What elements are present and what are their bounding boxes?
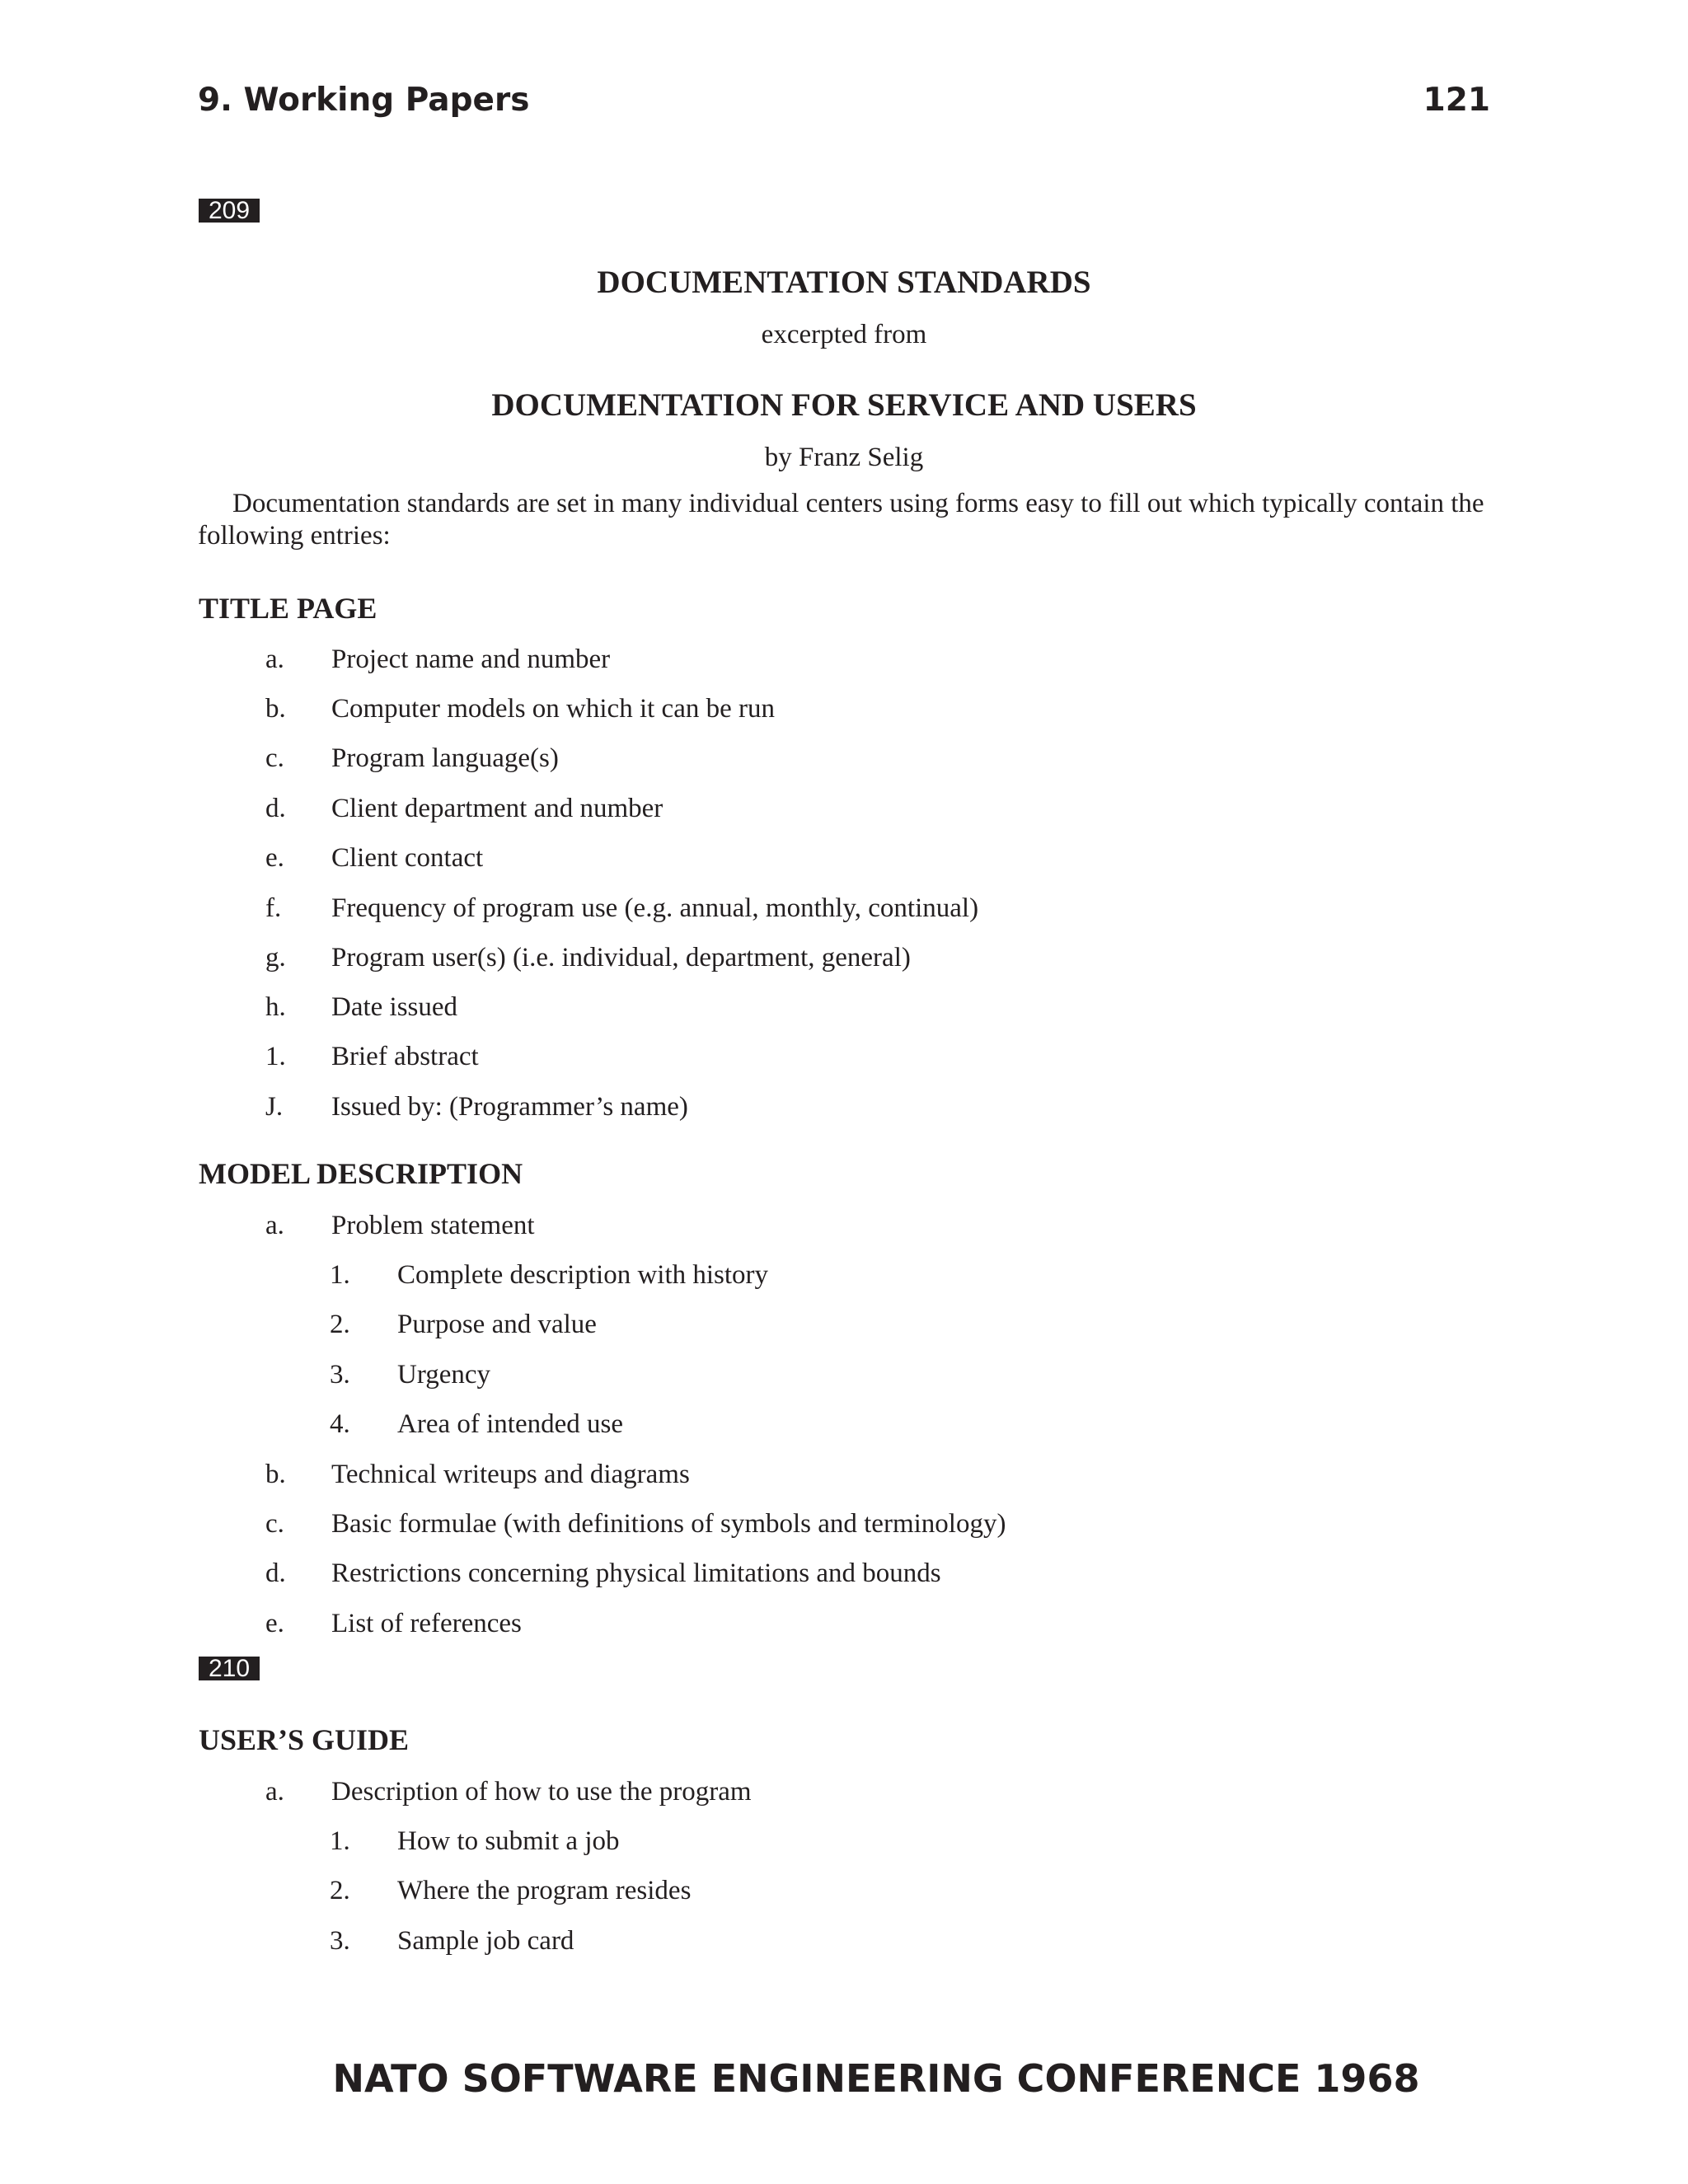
list-item-label: b. [265, 1460, 286, 1489]
page-marker-badge: 209 [199, 199, 260, 223]
list-item-label: J. [265, 1092, 284, 1122]
excerpted-from-line: excerpted from [761, 320, 927, 349]
list-item-text: Program language(s) [331, 743, 559, 773]
page-marker-badge: 210 [199, 1657, 260, 1680]
list-item-text: Client department and number [331, 794, 663, 823]
sub-list-item [330, 1406, 1484, 1442]
list-item-label: a. [265, 1211, 284, 1240]
list-item [265, 1605, 1485, 1642]
list-item-label: a. [265, 1777, 284, 1807]
sub-list-item [330, 1257, 1484, 1293]
list-item [265, 1506, 1485, 1542]
author-line: by Franz Selig [764, 443, 924, 472]
list-item-text: Frequency of program use (e.g. annual, monthly, continual) [331, 893, 979, 923]
list-item [265, 890, 1485, 926]
sub-list-item-text: Sample job card [397, 1926, 574, 1956]
list-item-text: Basic formulae (with definitions of symbols and terminology) [331, 1509, 1006, 1539]
source-title: DOCUMENTATION FOR SERVICE AND USERS [491, 387, 1197, 423]
list-item-text: Restrictions concerning physical limitations and bounds [331, 1558, 941, 1588]
list-item [265, 940, 1485, 976]
list-item-text: Description of how to use the program [331, 1777, 752, 1807]
list-item-label: f. [265, 893, 282, 923]
list-item-text: Program user(s) (i.e. individual, department, general) [331, 943, 911, 972]
list-item-label: c. [265, 743, 284, 773]
sub-list-item [330, 1357, 1484, 1393]
sub-list-item [330, 1306, 1484, 1343]
sub-list-item-text: Area of intended use [397, 1409, 623, 1439]
section-heading-users-guide: USER’S GUIDE [199, 1723, 410, 1756]
list-item-text: Problem statement [331, 1211, 535, 1240]
sub-list-item-label: 3. [330, 1926, 350, 1956]
list-item-text: Technical writeups and diagrams [331, 1460, 690, 1489]
sub-list-item [330, 1872, 1484, 1909]
sub-list-item [330, 1823, 1484, 1859]
document-title: DOCUMENTATION STANDARDS [597, 265, 1091, 300]
list-item [265, 691, 1485, 727]
conference-footer: NATO SOFTWARE ENGINEERING CONFERENCE 1968 [332, 2056, 1420, 2101]
list-item-text: List of references [331, 1609, 522, 1638]
list-item [265, 1555, 1485, 1591]
sub-list-item-text: Complete description with history [397, 1260, 769, 1290]
sub-list-item-text: Where the program resides [397, 1876, 692, 1905]
list-item-text: Date issued [331, 992, 458, 1022]
list-item [265, 1774, 1485, 1810]
list-item [265, 1089, 1485, 1125]
sub-list-item-label: 1. [330, 1260, 350, 1290]
sub-list-item-text: Urgency [397, 1360, 491, 1390]
list-item [265, 740, 1485, 776]
list-item-text: Brief abstract [331, 1042, 479, 1071]
list-item-label: g. [265, 943, 286, 972]
list-item [265, 1456, 1485, 1493]
list-item-label: 1. [265, 1042, 286, 1071]
list-item [265, 1038, 1485, 1075]
list-item [265, 641, 1485, 677]
list-item-text: Issued by: (Programmer’s name) [331, 1092, 688, 1122]
section-heading-model-description: MODEL DESCRIPTION [199, 1157, 523, 1190]
list-item [265, 840, 1485, 876]
list-item-label: a. [265, 644, 284, 674]
sub-list-item-text: Purpose and value [397, 1310, 597, 1339]
list-item [265, 790, 1485, 827]
list-item-label: c. [265, 1509, 284, 1539]
sub-list-item-label: 1. [330, 1826, 350, 1856]
intro-paragraph: Documentation standards are set in many individual centers using forms easy to fill out which typically contain the following entries: [198, 489, 1484, 551]
sub-list-item-label: 3. [330, 1360, 350, 1390]
list-item-label: e. [265, 1609, 284, 1638]
sub-list-item-label: 4. [330, 1409, 350, 1439]
list-item-label: d. [265, 1558, 286, 1588]
page-number: 121 [1423, 82, 1490, 119]
section-title: 9. Working Papers [198, 82, 530, 119]
sub-list-item-label: 2. [330, 1876, 350, 1905]
sub-list-item [330, 1923, 1484, 1959]
list-item-text: Project name and number [331, 644, 611, 674]
list-item-label: d. [265, 794, 286, 823]
list-item-text: Computer models on which it can be run [331, 694, 775, 724]
list-item-label: e. [265, 843, 284, 873]
list-item-label: b. [265, 694, 286, 724]
sub-list-item-text: How to submit a job [397, 1826, 620, 1856]
section-heading-title-page: TITLE PAGE [199, 592, 377, 625]
list-item-text: Client contact [331, 843, 484, 873]
running-head [198, 79, 1490, 122]
list-item [265, 989, 1485, 1025]
list-item-label: h. [265, 992, 286, 1022]
sub-list-item-label: 2. [330, 1310, 350, 1339]
list-item [265, 1207, 1485, 1244]
